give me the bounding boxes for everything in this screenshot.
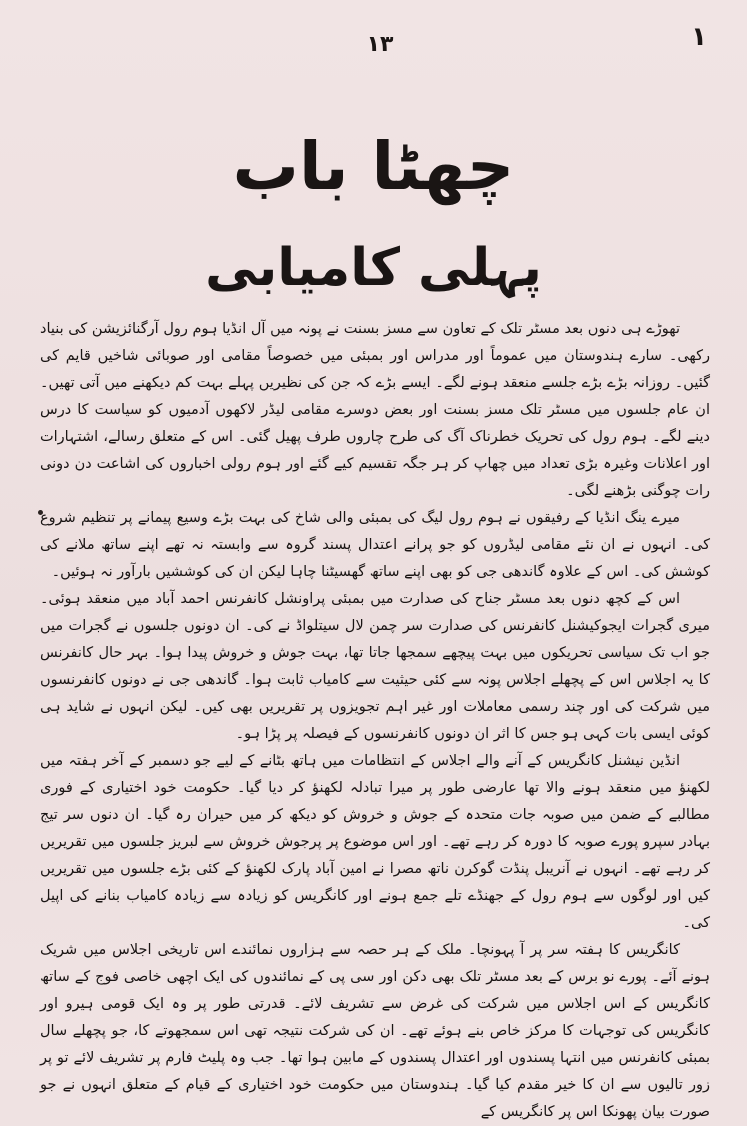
chapter-title: چھٹا باب xyxy=(232,128,515,205)
section-title: پہلی کامیابی xyxy=(205,238,542,298)
paragraph: میرے ینگ انڈیا کے رفیقوں نے ہوم رول لیگ کی بمبئی والی شاخ کی بہت بڑے وسیع پیمانے پر تنظیم شروع کی۔ انہوں نے ان نئے مقامی لیڈروں کو جو پرانے اعتدال پسند گروہ سے وابستہ نہ تھے اپنے ساتھ ملانے کی کوشش کی۔ اس کے علاوہ گاندھی جی کو بھی اپنے ساتھ گھسیٹنا چاہا لیکن ان کی کوششیں بارآور نہ ہوئیں۔ xyxy=(40,510,710,580)
paragraph: کانگریس کا ہفتہ سر پر آ پہونچا۔ ملک کے ہر حصہ سے ہزاروں نمائندے اس تاریخی اجلاس میں شریک ہونے آئے۔ پورے نو برس کے بعد مسٹر تلک بھی دکن اور سی پی کے نمائندوں کی ایک اچھی خاصی فوج کے ساتھ کانگریس کے اس اجلاس میں شرکت کی غرض سے تشریف لائے۔ قدرتی طور پر وہ ایک قومی ہیرو اور کانگریس کی توجہات کا مرکز خاص بنے ہوئے تھے۔ ان کی شرکت نتیجہ تھی اس سمجھوتے کا، جو پچھلے سال بمبئی کانفرنس میں انتہا پسندوں اور اعتدال پسندوں کے مابین ہوا تھا۔ جب وہ پلیٹ فارم پر تشریف لائے تو پر زور تالیوں سے ان کا خیر مقدم کیا گیا۔ ہندوستان میں حکومت خود اختیاری کے قیام کے متعلق انہوں نے جو صورت بیان پھونکا اس پر کانگریس کے xyxy=(40,942,710,1120)
paragraph: اس کے کچھ دنوں بعد مسٹر جناح کی صدارت میں بمبئی پراونشل کانفرنس احمد آباد میں منعقد ہوئی۔ میری گجرات ایجوکیشنل کانفرنس کی صدارت سر چمن لال سیتلواڈ نے کی۔ ان دونوں جلسوں نے گجرات میں جو اب تک سیاسی تحریکوں میں بہت پیچھے سمجھا جاتا تھا، بہت جوش و خروش پیدا ہوا۔ بہر حال کانفرنس کا یہ اجلاس اس کے پچھلے اجلاس پونہ سے کئی حیثیت سے کامیاب ثابت ہوا۔ گاندھی جی نے دونوں کانفرنسوں میں شرکت کی اور چند رسمی معاملات اور غیر اہم تجویزوں پر تقریریں بھی کیں۔ لیکن انہوں نے شاید ہی کوئی ایسی بات کہی ہو جس کا اثر ان دونوں کانفرنسوں کے فیصلہ پر پڑا ہو۔ xyxy=(40,591,710,742)
paragraph: تھوڑے ہی دنوں بعد مسٹر تلک کے تعاون سے مسز بسنت نے پونہ میں آل انڈیا ہوم رول آرگنائزیشن کی بنیاد رکھی۔ سارے ہندوستان میں عموماً اور مدراس اور بمبئی میں خصوصاً مقامی اور صوبائی شاخیں قایم کی گئیں۔ روزانہ بڑے بڑے جلسے منعقد ہونے لگے۔ ایسے بڑے کہ جن کی نظیریں پہلے بہت کم دیکھنے میں آتی تھیں۔ ان عام جلسوں میں مسٹر تلک مسز بسنت اور بعض دوسرے مقامی لیڈر لاکھوں آدمیوں کو سیاست کا درس دینے لگے۔ ہوم رول کی تحریک خطرناک آگ کی طرح چاروں طرف پھیل گئی۔ اس کے متعلق رسالے، اشتہارات اور اعلانات وغیرہ بڑی تعداد میں چھاپ کر ہر جگہ تقسیم کیے گئے اور ہوم رولی اخباروں کی اشاعت دن دونی رات چوگنی بڑھنے لگی۔ xyxy=(40,321,710,499)
corner-mark: ۱ xyxy=(691,22,707,52)
page-number: ۱۳ xyxy=(366,32,394,57)
paragraph: انڈین نیشنل کانگریس کے آنے والے اجلاس کے انتظامات میں ہاتھ بٹانے کے لیے جو دسمبر کے آخر ہفتہ میں لکھنؤ میں منعقد ہونے والا تھا عارضی طور پر میرا تبادلہ لکھنؤ کر دیا گیا۔ حکومت خود اختیاری کے فوری مطالبے کے ضمن میں صوبہ جات متحدہ کے جوش و خروش کو دیکھ کر میں حیران رہ گیا۔ ان دنوں سر تیج بہادر سپرو پورے صوبہ کا دورہ کر رہے تھے۔ اور اس موضوع پر پرجوش خروش سے لبریز جلسوں میں تقریریں کر رہے تھے۔ انہوں نے آنریبل پنڈت گوکرن ناتھ مصرا نے امین آباد پارک لکھنؤ کے کئی بڑے جلسوں میں تقریریں کیں اور لوگوں سے ہوم رول کے جھنڈے تلے جمع ہونے اور کانگریس کو زیادہ سے زیادہ کامیاب بنانے کی اپیل کی۔ xyxy=(40,753,710,931)
body-text xyxy=(40,316,710,1126)
